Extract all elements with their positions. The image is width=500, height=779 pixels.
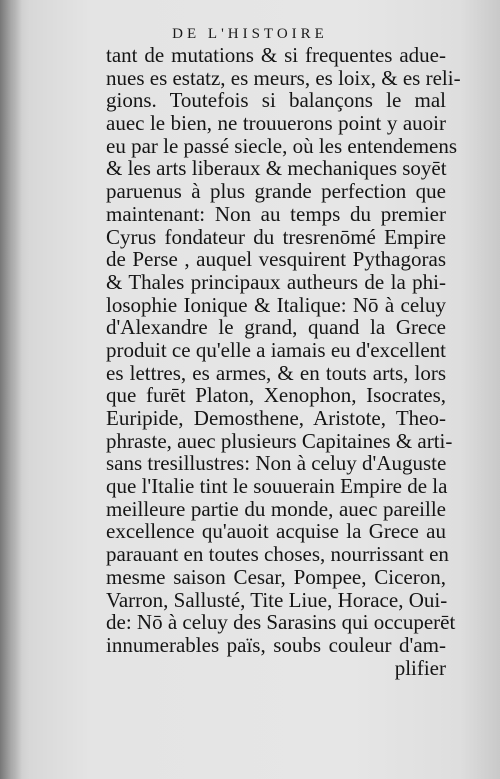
text-line: & les arts liberaux & mechaniques soyēt: [106, 156, 447, 181]
text-line: d'Alexandre le grand, quand la Grece: [106, 315, 446, 340]
text-line: Cyrus fondateur du tresrenōmé Empire: [106, 224, 446, 249]
text-line: losophie Ionique & Italique: Nō à celuy: [106, 292, 446, 317]
text-line: sans tresillustres: Non à celuy d'Auguste: [106, 451, 447, 476]
text-line: que furēt Platon, Xenophon, Isocrates,: [106, 383, 446, 408]
text-line: auec le bien, ne trouuerons point y auoir: [106, 111, 446, 136]
text-line: meilleure partie du monde, auec pareille: [106, 496, 446, 521]
text-line: eu par le passé siecle, où les entendemens: [106, 133, 458, 158]
text-line: paruenus à plus grande perfection que: [106, 179, 446, 204]
text-line: que l'Italie tint le souuerain Empire de la: [106, 474, 448, 499]
text-line: nues es estatz, es meurs, es loix, & es reli-: [106, 65, 461, 90]
gutter-shadow: [0, 0, 22, 779]
text-line: phraste, auec plusieurs Capitaines & arti-: [106, 428, 453, 453]
text-line: Euripide, Demosthene, Aristote, Theo-: [106, 406, 446, 430]
catchword: plifier: [394, 655, 446, 680]
running-head: DE L'HISTOIRE: [172, 26, 328, 42]
text-line: maintenant: Non au temps du premier: [106, 201, 446, 226]
text-line: & Thales principaux autheurs de la phi-: [106, 269, 446, 294]
text-line: innumerables païs, soubs couleur d'am-: [106, 632, 446, 657]
text-line: tant de mutations & si frequentes adue-: [106, 43, 446, 67]
text-line: excellence qu'auoit acquise la Grece au: [106, 519, 446, 544]
text-line: mesme saison Cesar, Pompee, Ciceron,: [106, 564, 446, 589]
text-line: produit ce qu'elle a iamais eu d'excellent: [106, 337, 446, 362]
text-line: Varron, Sallusté, Tite Liue, Horace, Oui-: [106, 587, 448, 612]
text-line: de: Nō à celuy des Sarasins qui occuperēt: [106, 610, 456, 635]
text-line: gions. Toutefois si balançons le mal: [106, 88, 446, 113]
text-line: de Perse , auquel vesquirent Pythagoras: [106, 247, 446, 272]
text-line: es lettres, es armes, & en touts arts, lors: [106, 360, 446, 385]
text-line: parauant en toutes choses, nourrissant en: [106, 542, 449, 567]
text-block: [106, 43, 461, 680]
